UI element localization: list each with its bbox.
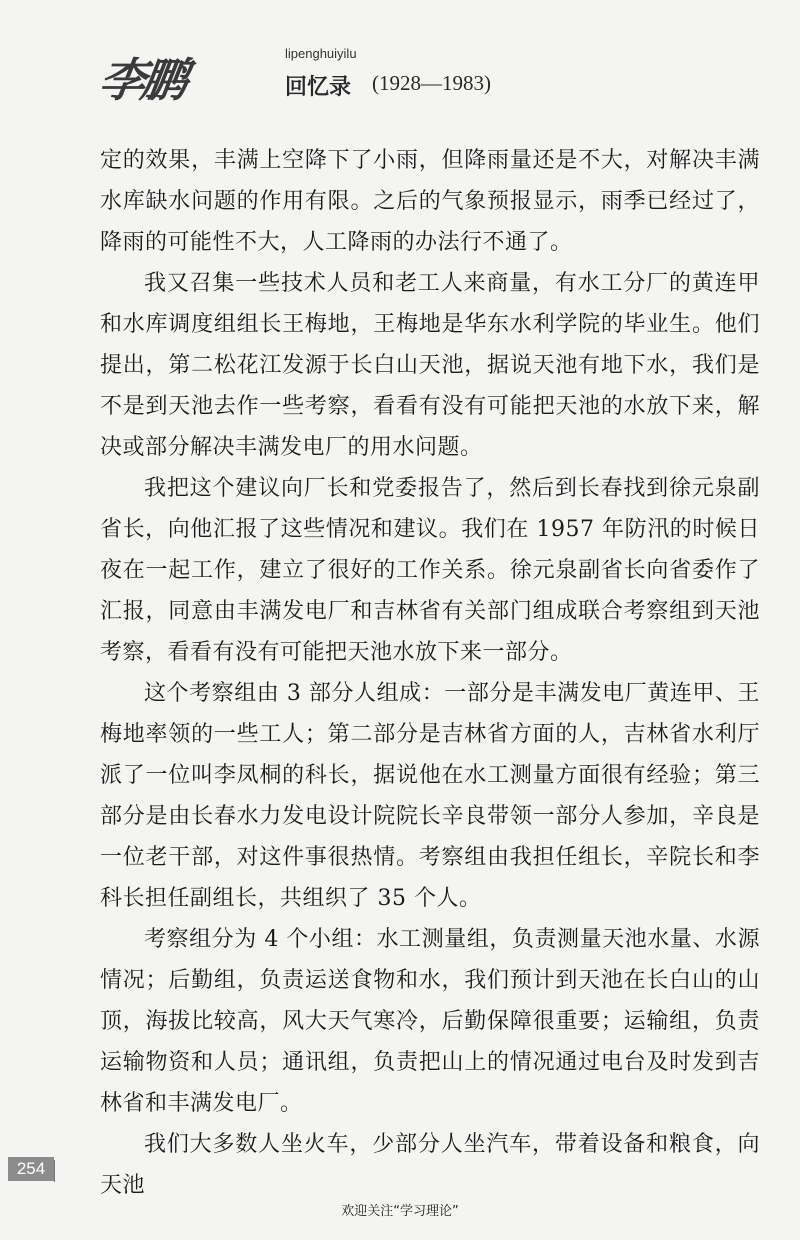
author-calligraphy-logo: 李鹏: [95, 53, 188, 107]
watermark-caption: 欢迎关注“学习理论”: [341, 1204, 459, 1219]
paragraph-1: 定的效果，丰满上空降下了小雨，但降雨量还是不大，对解决丰满水库缺水问题的作用有限。之后的气象预报显示，雨季已经过了，降雨的可能性不大，人工降雨的办法行不通了。: [100, 148, 760, 255]
paragraph-3: 我把这个建议向厂长和党委报告了，然后到长春找到徐元泉副省长，向他汇报了这些情况和建议。我们在 1957 年防汛的时候日夜在一起工作，建立了很好的工作关系。徐元泉副省长向省委作了汇报，同意由丰满发电厂和吉林省有关部门组成联合考察组到天池考察，看看有没有可能把天池水放下来一部分。: [100, 476, 760, 665]
book-title-pinyin: lipenghuiyilu: [285, 46, 357, 61]
paragraph-5: 考察组分为 4 个小组：水工测量组，负责测量天池水量、水源情况；后勤组，负责运送食物和水，我们预计到天池在长白山的山顶，海拔比较高，风大天气寒冷，后勤保障很重要；运输组，负责运输物资和人员；通讯组，负责把山上的情况通过电台及时发到吉林省和丰满发电厂。: [100, 927, 760, 1116]
book-title: 回忆录: [285, 75, 352, 100]
book-years: (1928—1983): [372, 71, 491, 95]
page-header: [95, 40, 700, 120]
paragraph-6: 我们大多数人坐火车，少部分人坐汽车，带着设备和粮食，向天池: [100, 1132, 760, 1198]
page-number: 254: [8, 1157, 54, 1181]
paragraph-2: 我又召集一些技术人员和老工人来商量，有水工分厂的黄连甲和水库调度组组长王梅地，王梅地是华东水利学院的毕业生。他们提出，第二松花江发源于长白山天池，据说天池有地下水，我们是不是到天池去作一些考察，看看有没有可能把天池的水放下来，解决或部分解决丰满发电厂的用水问题。: [100, 271, 760, 460]
page-number-divider: [54, 1160, 55, 1182]
paragraph-4: 这个考察组由 3 部分人组成：一部分是丰满发电厂黄连甲、王梅地率领的一些工人；第二部分是吉林省方面的人，吉林省水利厅派了一位叫李凤桐的科长，据说他在水工测量方面很有经验；第三部分是由长春水力发电设计院院长辛良带领一部分人参加，辛良是一位老干部，对这件事很热情。考察组由我担任组长，辛院长和李科长担任副组长，共组织了 35 个人。: [100, 681, 760, 911]
body-text: [100, 140, 760, 1206]
